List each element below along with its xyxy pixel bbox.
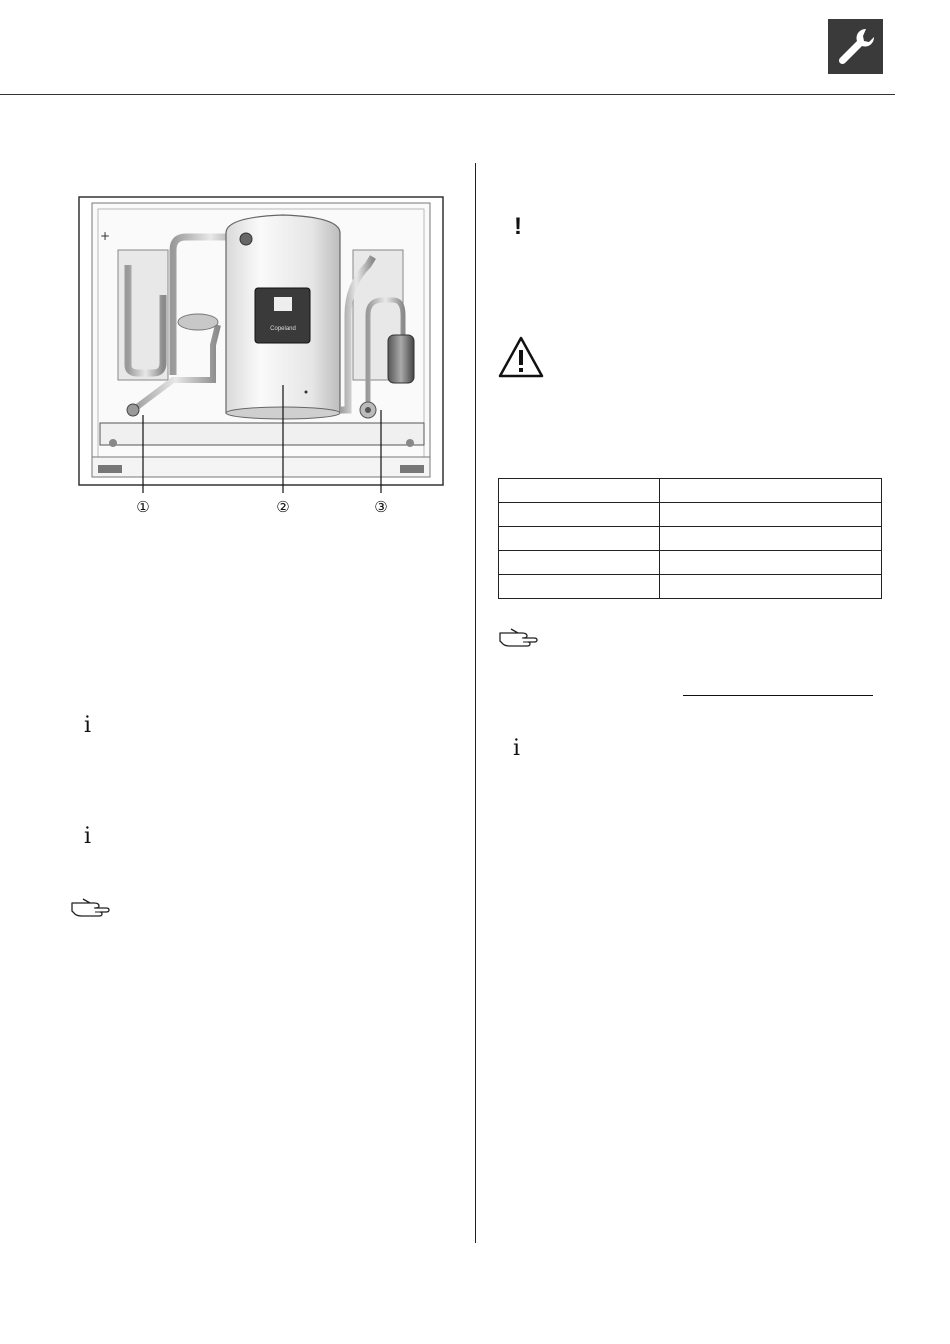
table-cell: [660, 551, 882, 575]
brand-label: Copeland: [270, 326, 296, 332]
table-cell: [499, 527, 660, 551]
table-row: [499, 575, 882, 599]
header-rule: [0, 94, 895, 95]
svg-text:+: +: [100, 229, 111, 243]
callout-3: ③: [374, 498, 388, 516]
table-cell: [660, 479, 882, 503]
callout-1: ①: [136, 498, 150, 516]
warning-triangle-icon: [498, 336, 544, 383]
spec-table: [498, 478, 882, 599]
pointing-hand-icon: [70, 897, 110, 924]
table-row: [499, 551, 882, 575]
table-cell: [660, 527, 882, 551]
table-cell: [660, 575, 882, 599]
link-underline[interactable]: [683, 695, 873, 696]
info-icon: i: [84, 713, 92, 738]
table-cell: [499, 479, 660, 503]
table-cell: [499, 575, 660, 599]
table-row: [499, 503, 882, 527]
info-icon: i: [513, 736, 521, 761]
table-cell: [499, 503, 660, 527]
wrench-icon: [828, 19, 883, 74]
wrench-badge: [828, 19, 883, 74]
attention-icon: !: [514, 213, 522, 240]
table-cell: [499, 551, 660, 575]
compressor-figure: [78, 195, 444, 523]
table-cell: [660, 503, 882, 527]
column-divider: [475, 163, 476, 1243]
table-row: [499, 527, 882, 551]
callout-2: ②: [276, 498, 290, 516]
info-icon: i: [84, 824, 92, 849]
table-row: [499, 479, 882, 503]
pointing-hand-icon: [498, 627, 538, 654]
